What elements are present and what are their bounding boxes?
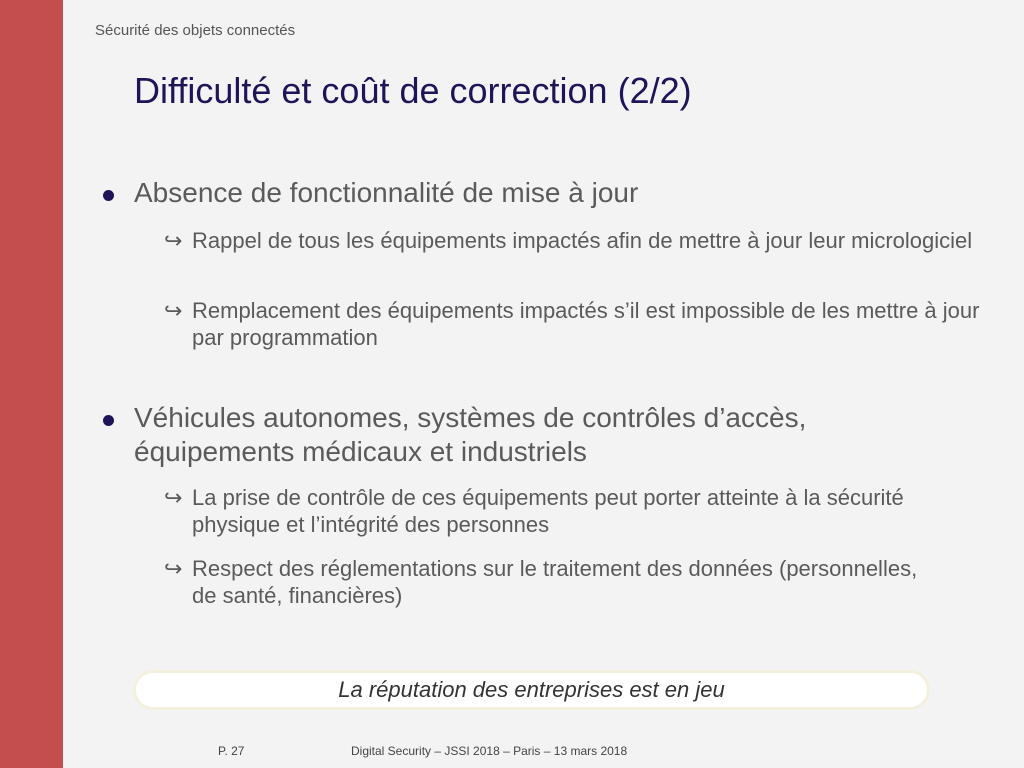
section-label: Sécurité des objets connectés [95, 22, 296, 39]
footer-event: Digital Security – JSSI 2018 – Paris – 13 mars 2018 [351, 744, 628, 758]
arrow-icon: ↪ [164, 228, 183, 253]
arrow-icon: ↪ [164, 298, 183, 323]
sub-bullet-item [164, 297, 984, 351]
callout-box: La réputation des entreprises est en jeu [133, 670, 930, 710]
arrow-icon: ↪ [164, 485, 183, 510]
page-number: P. 27 [218, 744, 245, 758]
sub-bullet-item [164, 555, 924, 609]
sub-bullet-text: Remplacement des équipements impactés s’il est impossible de les mettre à jour par programmation [192, 298, 980, 350]
sub-bullet-item [164, 484, 984, 538]
sub-bullet-text: Rappel de tous les équipements impactés afin de mettre à jour leur micrologiciel [192, 228, 973, 253]
bullet-item: Véhicules autonomes, systèmes de contrôles d’accès, équipements médicaux et industriels [134, 402, 807, 467]
sub-bullet-text: Respect des réglementations sur le traitement des données (personnelles, de santé, financières) [192, 556, 918, 608]
bullet-item: Absence de fonctionnalité de mise à jour [134, 177, 639, 208]
sub-bullet-item [164, 227, 984, 254]
side-color-band [0, 0, 63, 768]
bullet-dot-icon [103, 415, 114, 426]
slide-title: Difficulté et coût de correction (2/2) [134, 70, 692, 111]
sub-bullet-text: La prise de contrôle de ces équipements peut porter atteinte à la sécurité physique et l’intégrité des personnes [192, 485, 904, 537]
bullet-dot-icon [103, 190, 114, 201]
arrow-icon: ↪ [164, 556, 183, 581]
